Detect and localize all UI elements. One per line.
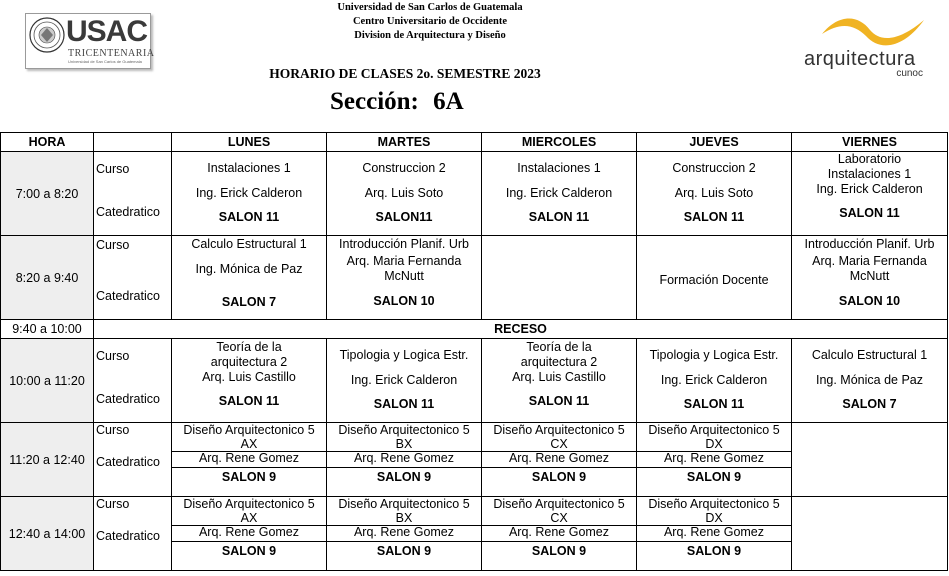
room-name: SALON 11 [218,394,280,408]
header-viernes: VIERNES [792,133,948,152]
room-name: SALON 11 [839,206,900,220]
table-row [1,339,948,423]
row-labels [94,423,172,497]
usac-logo-text: USAC [66,15,148,48]
header-hora: HORA [1,133,94,152]
table-row [1,152,948,236]
course-name: Diseño Arquitectonico 5 [338,423,470,437]
arquitectura-logo [800,12,935,82]
room-name: SALON 9 [637,541,791,560]
course-name: Diseño Arquitectonico 5 [648,497,780,511]
course-name: Construccion 2 [362,161,446,175]
label-course: Curso [96,162,130,176]
course-name: Instalaciones 1 [207,161,291,175]
teacher-name: Arq. Luis Castillo [512,370,606,384]
course-name: Calculo Estructural 1 [191,237,307,251]
course-name: Diseño Arquitectonico 5 [493,497,625,511]
center-name: Centro Universitario de Occidente [352,16,508,27]
teacher-name: Ing. Mónica de Paz [195,262,303,276]
room-name: SALON 9 [327,541,481,560]
schedule-cell [792,339,948,423]
schedule-table [0,132,948,571]
schedule-cell [482,152,637,236]
table-row [1,236,948,320]
recess-label: RECESO [94,320,948,339]
course-name: Diseño Arquitectonico 5 [648,423,780,437]
label-teacher: Catedratico [96,392,160,406]
header-lunes: LUNES [172,133,327,152]
header-blank [94,133,172,152]
usac-seal-icon [29,17,65,53]
group-name: BX [395,437,413,451]
teacher-name: Arq. Luis Soto [364,186,444,200]
group-name: AX [240,511,258,525]
teacher-name: Arq. Rene Gomez [637,451,791,464]
room-name: SALON 7 [842,397,897,411]
teacher-name: Arq. Rene Gomez [637,525,791,538]
group-name: DX [705,511,723,525]
teacher-name: Arq. Rene Gomez [172,451,326,464]
course-name: Formación Docente [659,273,769,287]
schedule-cell [327,339,482,423]
room-name: SALON 9 [482,467,636,486]
course-name: Instalaciones 1 [517,161,601,175]
recess-row [1,320,948,339]
schedule-cell [482,339,637,423]
usac-logo [25,13,155,69]
course-name: Diseño Arquitectonico 5 [338,497,470,511]
room-name: SALON 9 [637,467,791,486]
room-name: SALON 9 [172,541,326,560]
header-martes: MARTES [327,133,482,152]
schedule-cell [792,152,948,236]
schedule-cell [482,423,637,497]
room-name: SALON 9 [172,467,326,486]
room-name: SALON 9 [327,467,481,486]
room-name: SALON 10 [373,294,435,308]
teacher-name: Ing. Erick Calderon [660,373,768,387]
label-teacher: Catedratico [96,289,160,303]
course-name: Calculo Estructural 1 [811,348,928,362]
schedule-cell [172,497,327,571]
course-name: Diseño Arquitectonico 5 [493,423,625,437]
course-name: Teoría de la arquitectura 2 [520,340,598,369]
usac-logo-sub2: Universidad de San Carlos de Guatemala [68,59,142,64]
course-name: Laboratorio Instalaciones 1 [827,152,912,181]
course-name: Tipologia y Logica Estr. [339,348,469,362]
teacher-name: Ing. Erick Calderon [350,373,458,387]
schedule-cell-empty [792,497,948,571]
teacher-name: Arq. Rene Gomez [482,451,636,464]
schedule-cell [172,152,327,236]
teacher-name: Ing. Erick Calderon [195,186,303,200]
schedule-cell [172,423,327,497]
row-labels [94,497,172,571]
room-name: SALON 11 [373,397,435,411]
room-name: SALON 11 [683,210,745,224]
label-course: Curso [96,497,130,511]
label-teacher: Catedratico [96,455,160,469]
time-cell: 9:40 a 10:00 [1,320,94,339]
group-name: BX [395,511,413,525]
label-course: Curso [96,238,130,252]
schedule-cell [637,339,792,423]
division-name: Division de Arquitectura y Diseño [354,30,506,41]
table-row [1,423,948,497]
group-name: CX [550,511,568,525]
institution-header [240,1,620,43]
label-teacher: Catedratico [96,205,160,219]
schedule-cell [637,423,792,497]
room-name: SALON 11 [528,394,590,408]
teacher-name: Arq. Luis Castillo [202,370,296,384]
schedule-cell [327,152,482,236]
teacher-name: Ing. Erick Calderon [816,182,923,196]
schedule-cell [327,497,482,571]
section-value: 6A [433,88,464,115]
schedule-title: HORARIO DE CLASES 2o. SEMESTRE 2023 [269,66,541,81]
time-cell: 10:00 a 11:20 [1,339,94,423]
teacher-name: Arq. Maria Fernanda McNutt [346,254,462,283]
label-course: Curso [96,423,130,437]
header-jueves: JUEVES [637,133,792,152]
teacher-name: Ing. Erick Calderon [505,186,613,200]
label-course: Curso [96,349,130,363]
usac-logo-sub: TRICENTENARIA [68,48,155,59]
room-name: SALON 7 [221,295,277,309]
schedule-cell [327,236,482,320]
schedule-cell [637,236,792,320]
course-name: Introducción Planif. Urb [804,237,935,251]
arquitectura-swoosh-icon [818,12,928,48]
schedule-cell [637,497,792,571]
time-cell: 8:20 a 9:40 [1,236,94,320]
schedule-cell [172,236,327,320]
arquitectura-logo-text: arquitectura [804,48,916,70]
schedule-cell [172,339,327,423]
time-cell: 11:20 a 12:40 [1,423,94,497]
group-name: CX [550,437,568,451]
label-teacher: Catedratico [96,529,160,543]
schedule-cell [637,152,792,236]
teacher-name: Ing. Mónica de Paz [815,373,923,387]
row-labels [94,152,172,236]
teacher-name: Arq. Rene Gomez [172,525,326,538]
group-name: AX [240,437,258,451]
course-name: Diseño Arquitectonico 5 [183,423,315,437]
teacher-name: Arq. Maria Fernanda McNutt [812,254,927,283]
arquitectura-logo-sub: cunoc [896,68,923,79]
course-name: Introducción Planif. Urb [339,237,469,251]
university-name: Universidad de San Carlos de Guatemala [337,2,523,13]
header-miercoles: MIERCOLES [482,133,637,152]
room-name: SALON11 [375,210,433,224]
time-cell: 7:00 a 8:20 [1,152,94,236]
room-name: SALON 11 [683,397,745,411]
course-name: Teoría de la arquitectura 2 [210,340,288,369]
teacher-name: Arq. Rene Gomez [327,451,481,464]
section-heading [330,88,464,116]
room-name: SALON 9 [482,541,636,560]
group-name: DX [705,437,723,451]
schedule-cell [327,423,482,497]
teacher-name: Arq. Rene Gomez [327,525,481,538]
section-label: Sección: [330,88,419,115]
course-name: Diseño Arquitectonico 5 [183,497,315,511]
schedule-cell [482,236,637,320]
schedule-cell-empty [792,423,948,497]
room-name: SALON 11 [528,210,590,224]
table-row [1,497,948,571]
row-labels [94,339,172,423]
row-labels [94,236,172,320]
header-row [1,133,948,152]
room-name: SALON 11 [218,210,280,224]
schedule-cell [482,497,637,571]
teacher-name: Arq. Luis Soto [674,186,754,200]
course-name: Tipologia y Logica Estr. [649,348,779,362]
schedule-cell [792,236,948,320]
room-name: SALON 10 [838,294,901,308]
time-cell: 12:40 a 14:00 [1,497,94,571]
teacher-name: Arq. Rene Gomez [482,525,636,538]
course-name: Construccion 2 [672,161,756,175]
